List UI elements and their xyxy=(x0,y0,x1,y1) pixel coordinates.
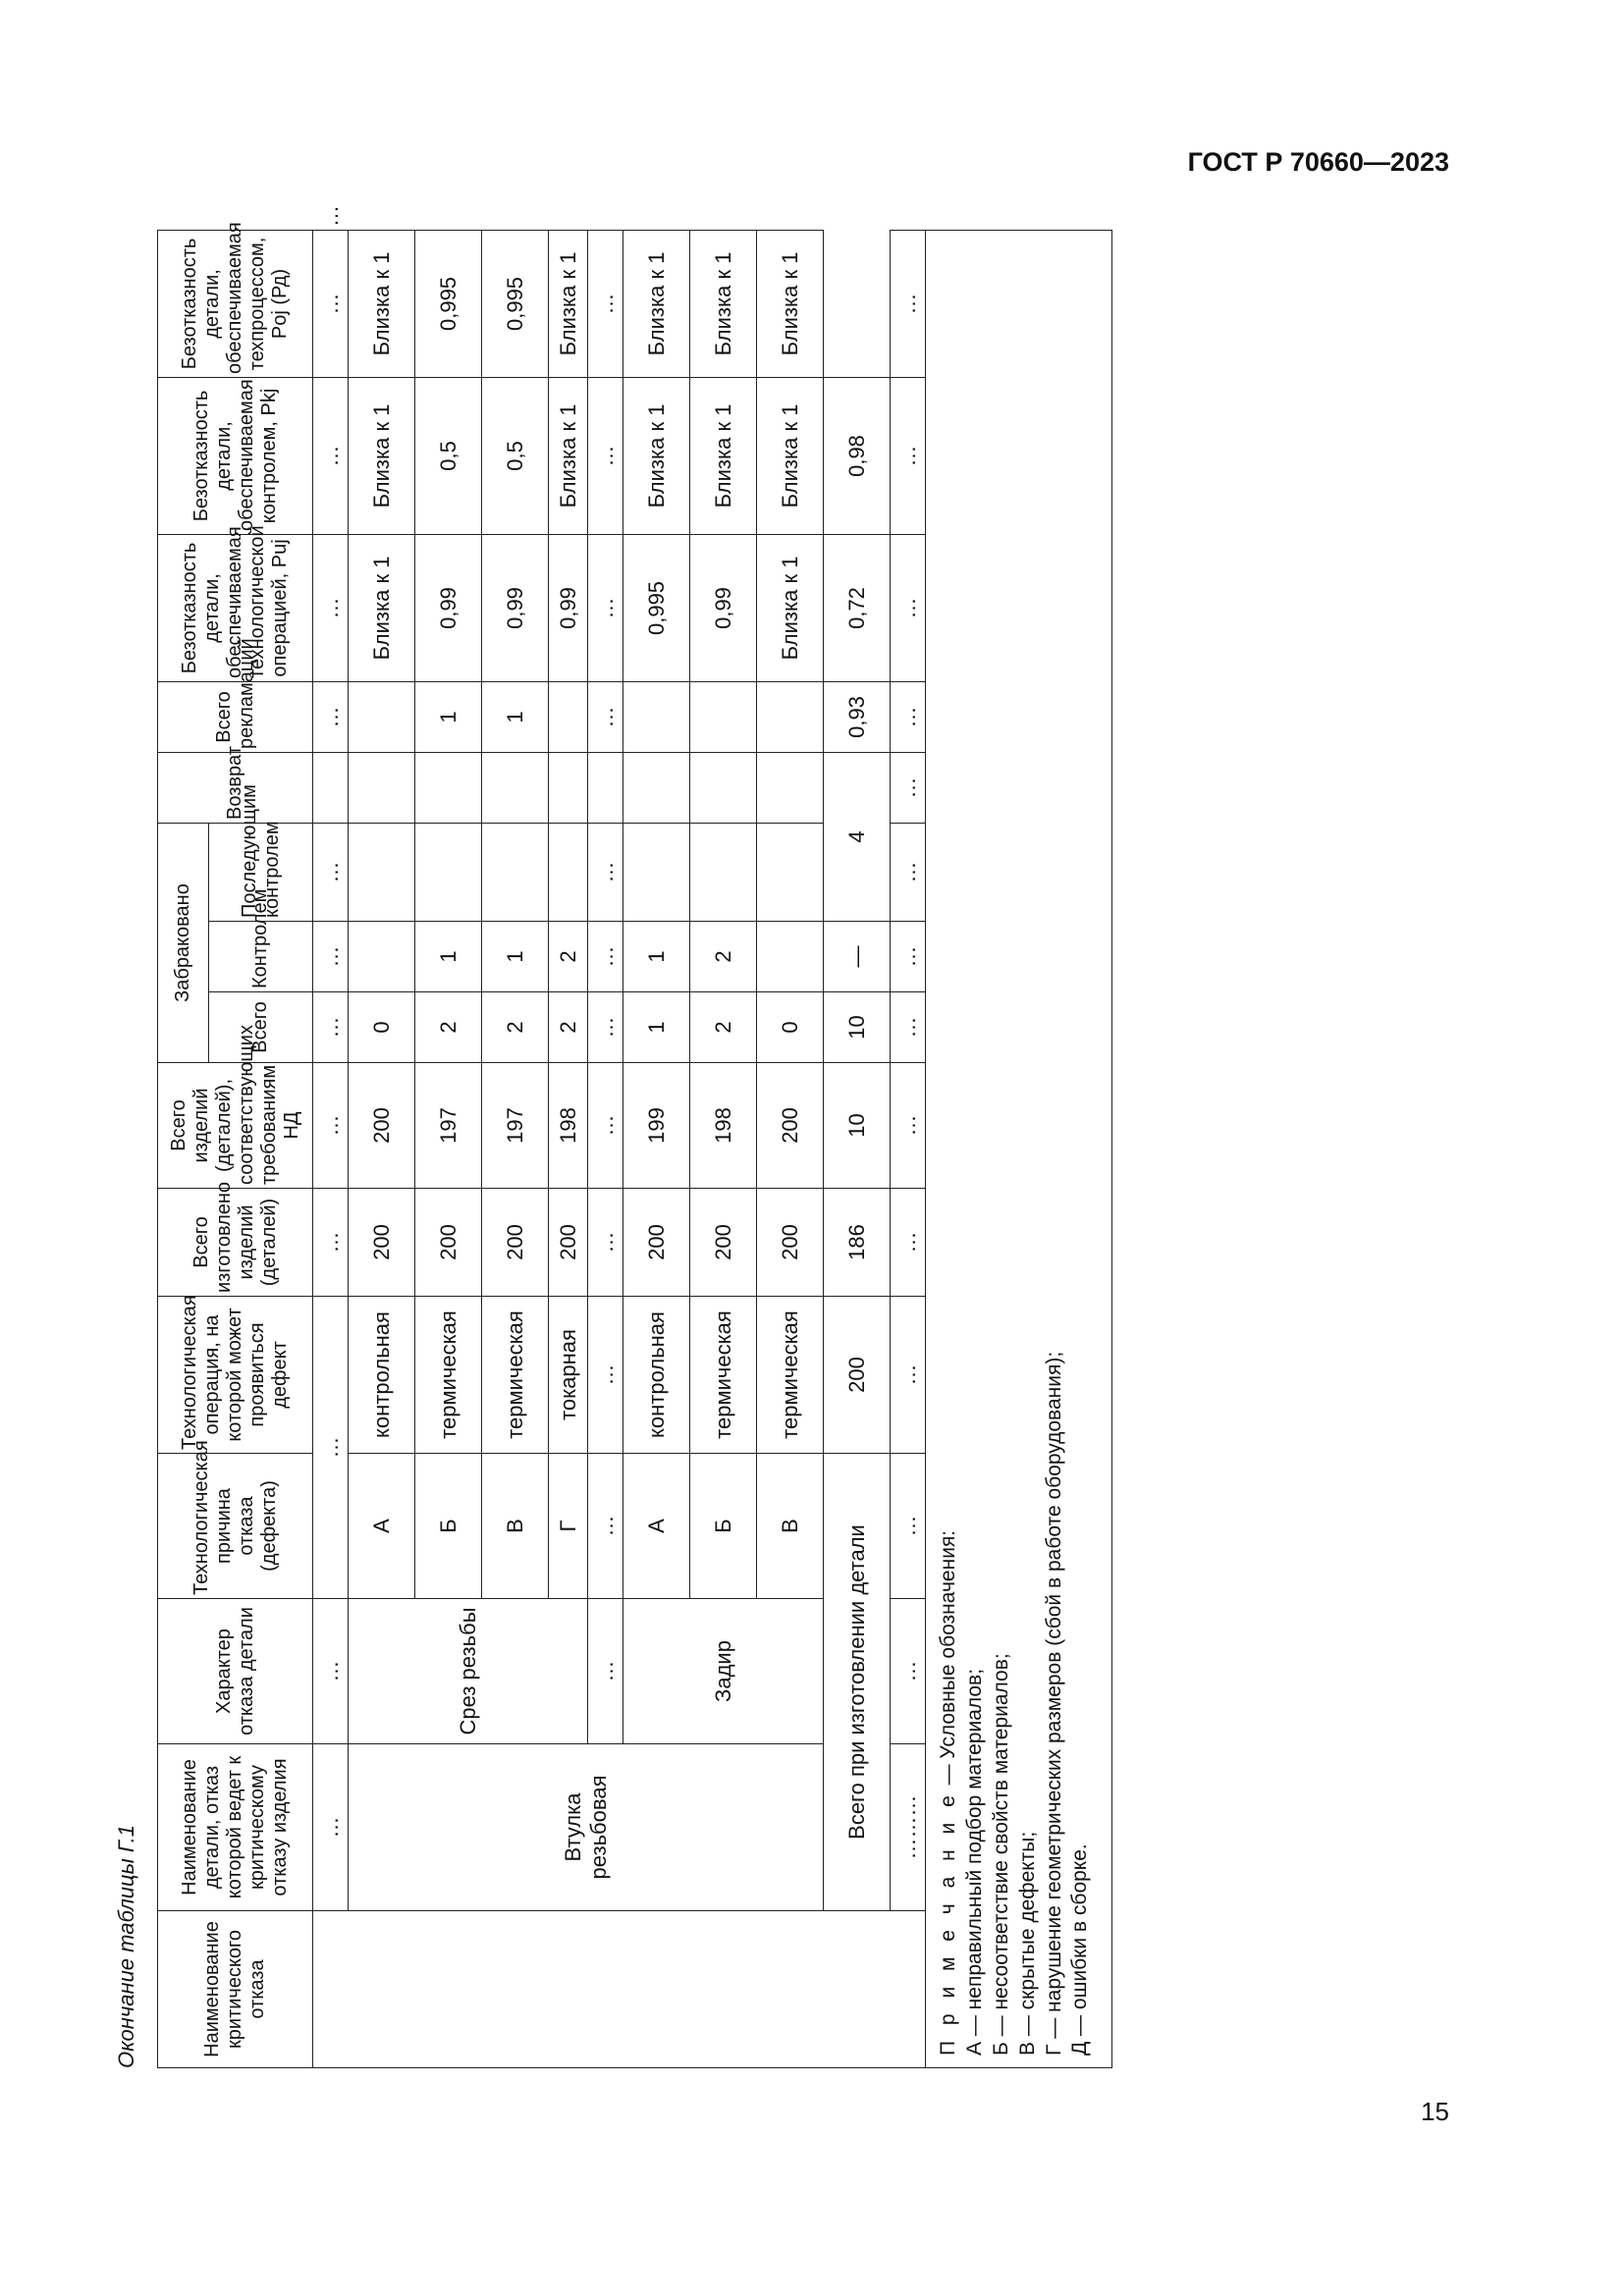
table-cell: 0,99 xyxy=(482,534,549,681)
table-cell: … xyxy=(891,681,926,752)
header-rejected-subsequent: Последующим контролем xyxy=(209,823,313,921)
table-cell: … xyxy=(588,922,623,992)
table-cell xyxy=(623,752,690,823)
table-cell: 200 xyxy=(415,1189,482,1297)
table-cell xyxy=(588,752,623,823)
table-cell: 0,93 xyxy=(824,681,891,752)
table-cell: 1 xyxy=(623,922,690,992)
note-line: Г — нарушение геометрических размеров (сбой в работе оборудования); xyxy=(1042,1351,1065,2056)
table-cell: … xyxy=(588,1297,623,1454)
table-cell: … xyxy=(313,534,349,681)
table-cell: Близка к 1 xyxy=(690,230,757,377)
table-cell: контрольная xyxy=(623,1297,690,1454)
header-critical-failure: Наименование критического отказа xyxy=(158,1911,313,2068)
table-cell: 0,72 xyxy=(824,534,891,681)
header-rejected-control: Контролем xyxy=(209,922,313,992)
table-cell: 200 xyxy=(824,1297,891,1454)
table-cell xyxy=(349,922,415,992)
table-cell: … xyxy=(588,1599,623,1744)
table-cell: В xyxy=(482,1454,549,1599)
table-cell: … xyxy=(891,377,926,534)
table-cell: … xyxy=(588,377,623,534)
table-cell: термическая xyxy=(482,1297,549,1454)
table-cell: Б xyxy=(690,1454,757,1599)
table-row xyxy=(891,230,926,2067)
table-cell xyxy=(757,681,824,752)
header-rejected-group: Забраковано xyxy=(158,823,209,1062)
table-cell xyxy=(623,823,690,921)
note-line: Д — ошибки в сборке. xyxy=(1068,1843,1092,2056)
table-cell: … xyxy=(588,992,623,1063)
table-cell: 2 xyxy=(549,922,588,992)
table-row xyxy=(349,230,415,2067)
table-cell: … xyxy=(313,823,349,921)
table-cell: … xyxy=(891,992,926,1063)
table-cell: 2 xyxy=(690,992,757,1063)
table-cell: 200 xyxy=(623,1189,690,1297)
table-cell xyxy=(690,823,757,921)
table-cell: 199 xyxy=(623,1063,690,1189)
total-label-cell: Всего при изготовлении детали xyxy=(824,1454,891,1911)
table-cell: 198 xyxy=(690,1063,757,1189)
header-reliability-operation: Безотказность детали, обеспечиваемая технологической операцией, Рuj xyxy=(158,534,313,681)
table-cell xyxy=(757,752,824,823)
table-cell xyxy=(690,681,757,752)
table-cell: … xyxy=(313,1297,349,1599)
rotated-content xyxy=(114,204,1168,2068)
table-cell xyxy=(757,922,824,992)
critical-failure-cell xyxy=(313,1911,926,2068)
table-cell: контрольная xyxy=(349,1297,415,1454)
failure-nature-cell: Срез резьбы xyxy=(349,1599,588,1744)
note-line: В — скрытые дефекты; xyxy=(1015,1831,1039,2056)
table-cell: … xyxy=(313,992,349,1063)
table-cell: … xyxy=(891,922,926,992)
table-cell: В xyxy=(757,1454,824,1599)
table-cell: Г xyxy=(549,1454,588,1599)
table-cell: 197 xyxy=(482,1063,549,1189)
table-cell: … xyxy=(313,1063,349,1189)
table-cell: … xyxy=(588,1454,623,1599)
table-cell xyxy=(349,752,415,823)
table-cell xyxy=(349,823,415,921)
table-cell: А xyxy=(623,1454,690,1599)
table-cell: 1 xyxy=(482,681,549,752)
table-cell: Близка к 1 xyxy=(549,230,588,377)
table-cell: Близка к 1 xyxy=(349,534,415,681)
page-number: 15 xyxy=(1421,2097,1449,2126)
table-cell: … xyxy=(588,823,623,921)
table-cell: … xyxy=(891,1454,926,1599)
header-total-claims: Всего рекламаций xyxy=(158,681,313,752)
table-cell xyxy=(757,823,824,921)
note-title: П р и м е ч а н и е xyxy=(937,1790,959,2056)
table-cell: 197 xyxy=(415,1063,482,1189)
table-cell xyxy=(415,823,482,921)
table-cell: 0,5 xyxy=(482,377,549,534)
table-cell: 0,98 xyxy=(824,377,891,534)
header-reliability-process: Безотказность детали, обеспечиваемая техпроцессом, Рoj (Рд) xyxy=(158,230,313,377)
table-cell: 4 xyxy=(824,752,891,921)
note-line: Б — несоответствие свойств материалов; xyxy=(989,1653,1012,2056)
table-cell: 2 xyxy=(549,992,588,1063)
table-cell: … xyxy=(891,823,926,921)
table-row-total xyxy=(824,230,891,2067)
table-cell: … xyxy=(313,681,349,752)
note-cell xyxy=(926,230,1112,2067)
table-cell: 0,995 xyxy=(482,230,549,377)
table-cell: 0,99 xyxy=(415,534,482,681)
table-cell: 10 xyxy=(824,992,891,1063)
table-cell: термическая xyxy=(415,1297,482,1454)
table-cell: — xyxy=(824,922,891,992)
table-cell: Близка к 1 xyxy=(757,377,824,534)
header-tech-cause: Технологическая причина отказа (дефекта) xyxy=(158,1454,313,1599)
table-cell xyxy=(549,823,588,921)
table-cell: … xyxy=(313,1599,349,1744)
table-cell: А xyxy=(349,1454,415,1599)
table-cell: 0,995 xyxy=(415,230,482,377)
header-return: Возврат xyxy=(158,752,313,823)
table-cell xyxy=(549,681,588,752)
table-row: … … … … … … … … … … … … … xyxy=(313,230,349,2067)
table-cell: Близка к 1 xyxy=(623,230,690,377)
table-caption: Окончание таблицы Г.1 xyxy=(114,1825,138,2068)
table-cell: токарная xyxy=(549,1297,588,1454)
table-cell: 1 xyxy=(415,681,482,752)
note-intro: — Условные обозначения: xyxy=(937,1529,959,1791)
standard-header: ГОСТ Р 70660—2023 xyxy=(1187,147,1449,177)
table-cell: 200 xyxy=(690,1189,757,1297)
table-cell: 0,995 xyxy=(623,534,690,681)
header-total-compliant: Всего изделий (деталей), соответствующих требованиям НД xyxy=(158,1063,313,1189)
table-cell xyxy=(349,681,415,752)
table-cell: … xyxy=(588,1189,623,1297)
table-cell: Близка к 1 xyxy=(690,377,757,534)
table-cell: … xyxy=(891,1189,926,1297)
table-cell xyxy=(623,681,690,752)
detail-name-cell: Втулка резьбовая xyxy=(349,1744,824,1911)
table-cell: … xyxy=(891,1063,926,1189)
table-cell: … xyxy=(891,1297,926,1454)
table-cell: … xyxy=(313,922,349,992)
table-cell: термическая xyxy=(690,1297,757,1454)
table-cell: Близка к 1 xyxy=(549,377,588,534)
table-cell xyxy=(549,752,588,823)
header-detail-name: Наименование детали, отказ которой ведет к критическому отказу изделия xyxy=(158,1744,313,1911)
table-cell: … xyxy=(313,230,349,377)
table-cell xyxy=(313,752,349,823)
table-cell: 0,99 xyxy=(690,534,757,681)
rotated-table-area xyxy=(114,204,1168,2068)
table-cell: ……… xyxy=(891,1744,926,1911)
table-cell xyxy=(690,752,757,823)
table-cell: … xyxy=(588,681,623,752)
table-body xyxy=(313,204,1112,2067)
note-line: А — неправильный подбор материалов; xyxy=(962,1668,986,2056)
header-tech-operation: Технологическая операция, на которой может проявиться дефект xyxy=(158,1297,313,1454)
table-cell: … xyxy=(891,230,926,377)
note-heading xyxy=(936,242,962,2056)
table-cell: Близка к 1 xyxy=(757,534,824,681)
table-cell: Близка к 1 xyxy=(623,377,690,534)
table-cell: … xyxy=(313,1744,349,1911)
table-cell xyxy=(415,752,482,823)
table-cell xyxy=(482,752,549,823)
table-cell: Близка к 1 xyxy=(349,377,415,534)
table-header xyxy=(158,222,313,2067)
table-cell: Близка к 1 xyxy=(757,230,824,377)
table-cell: … xyxy=(588,1063,623,1189)
table-cell: 200 xyxy=(757,1063,824,1189)
table-cell: Б xyxy=(415,1454,482,1599)
table-cell: … xyxy=(588,534,623,681)
table-cell: 200 xyxy=(482,1189,549,1297)
note-row xyxy=(926,230,1112,2067)
table-cell: … xyxy=(891,1599,926,1744)
table-cell: … xyxy=(891,534,926,681)
header-rejected-total: Всего xyxy=(209,992,313,1063)
header-failure-nature: Характер отказа детали xyxy=(158,1599,313,1744)
table-cell: 198 xyxy=(549,1063,588,1189)
table-cell: Близка к 1 xyxy=(349,230,415,377)
table-cell: 1 xyxy=(623,992,690,1063)
table-cell: 0,99 xyxy=(549,534,588,681)
table-cell: 186 xyxy=(824,1189,891,1297)
table-cell: 2 xyxy=(690,922,757,992)
table-cell: 200 xyxy=(549,1189,588,1297)
table-cell: 10 xyxy=(824,1063,891,1189)
table-cell: 200 xyxy=(349,1063,415,1189)
table-cell: 200 xyxy=(349,1189,415,1297)
failure-table xyxy=(157,204,1112,2068)
table-cell: 2 xyxy=(415,992,482,1063)
failure-nature-cell: Задир xyxy=(623,1599,824,1744)
table-cell: термическая xyxy=(757,1297,824,1454)
table-cell: 200 xyxy=(757,1189,824,1297)
table-cell: 1 xyxy=(415,922,482,992)
table-cell: 1 xyxy=(482,922,549,992)
table-cell: … xyxy=(313,1189,349,1297)
table-cell: 0 xyxy=(349,992,415,1063)
table-cell: 0,5 xyxy=(415,377,482,534)
header-reliability-control: Безотказность детали, обеспечиваемая контролем, Рkj xyxy=(158,377,313,534)
table-cell: … xyxy=(891,752,926,823)
header-total-made: Всего изготовлено изделий (деталей) xyxy=(158,1189,313,1297)
table-cell: … xyxy=(588,230,623,377)
table-cell: 0 xyxy=(757,992,824,1063)
table-cell: … xyxy=(313,377,349,534)
table-cell xyxy=(482,823,549,921)
table-cell: 2 xyxy=(482,992,549,1063)
